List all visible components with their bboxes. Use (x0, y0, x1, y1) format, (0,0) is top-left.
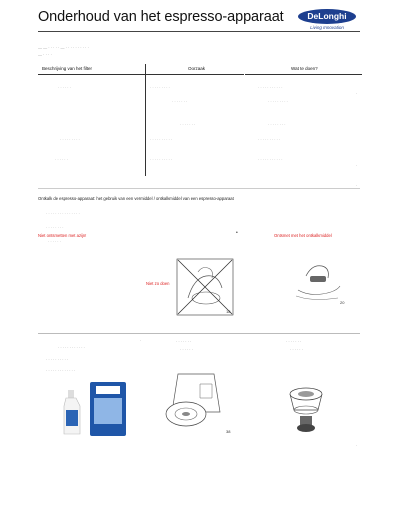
table-cell: · · · · · · · (180, 123, 196, 127)
section-title: Ontkalk de espresso-apparaat: het gebruik van een vermiddel / ontkalkmiddel van een espresso-apparaat (38, 196, 234, 201)
logo-slogan: Living Innovation (310, 25, 344, 30)
bottom-divider (38, 333, 360, 334)
table-cell: · · · · · · · · · · · (258, 86, 283, 90)
margin-mark: · (140, 339, 142, 343)
table-cell: · · · · · · (55, 158, 68, 162)
machine-cleaning-illustration (160, 368, 232, 434)
margin-mark: · (356, 184, 358, 188)
margin-mark: · (356, 444, 358, 448)
margin-mark: · (356, 92, 358, 96)
bottom-text: · · · · · · (180, 348, 193, 352)
table-cell: · · · · · · · (172, 100, 188, 104)
header-divider (38, 31, 360, 32)
bullet-dot: • (236, 230, 238, 236)
table-cell: · · · · · · · · · (268, 100, 288, 104)
vinegar-illustration (176, 258, 234, 316)
intro-text (38, 44, 288, 58)
cross-label: Niet zo doen (146, 281, 170, 286)
bottom-text: · · · · · · · (286, 340, 302, 344)
table-header-description: Beschrijving van het filter (42, 66, 93, 71)
table-cell: · · · · · · (58, 86, 71, 90)
descaler-product-image (62, 376, 132, 438)
margin-mark: · (356, 164, 358, 168)
logo-wordmark: DeLonghi (298, 9, 356, 24)
table-divider (244, 64, 245, 176)
bottom-text: · · · · · · · · · · (46, 358, 69, 362)
section-divider (38, 188, 360, 189)
table-cell: · · · · · · · · · (60, 138, 80, 142)
table-cell: · · · · · · · · · · (258, 138, 281, 142)
descaler-illustration (292, 256, 344, 304)
figure-number: 38 (226, 429, 231, 434)
table-header-row (38, 64, 362, 75)
table-header-action: Wat te doen? (291, 66, 318, 71)
delonghi-logo (298, 9, 356, 33)
table-cell: · · · · · · · · (268, 123, 286, 127)
intro-line: — — · · · · · — · · · · · · · · · · (38, 45, 89, 50)
section-text: · · · · · · (48, 240, 61, 244)
table-cell: · · · · · · · · · (150, 86, 170, 90)
table-cell: · · · · · · · · · · (150, 138, 173, 142)
figure-number: 20 (340, 300, 345, 305)
warning-use-descaler: Ontsmet met het ontkalkmiddel (274, 233, 332, 238)
table-divider (145, 64, 146, 176)
bottom-text: · · · · · · · · · · · · (58, 346, 85, 350)
bottom-text: · · · · · · (290, 348, 303, 352)
table-cell: · · · · · · · · · · · (258, 158, 283, 162)
intro-line: — · · · · (38, 52, 52, 57)
table-cell: · · · · · · · · · · (150, 158, 173, 162)
section-text: · · · · · · · · (46, 226, 64, 230)
section-text: · · · · · · · · · · · · · · · (46, 212, 80, 216)
bottom-text: · · · · · · · · · · · · · (46, 369, 76, 373)
page-title: Onderhoud van het espresso-apparaat (38, 9, 284, 25)
warning-no-vinegar: Niet ontsmetten met azijn! (38, 233, 87, 238)
filter-holder-illustration (284, 380, 328, 440)
figure-number: 18 (226, 309, 231, 314)
bottom-text: · · · · · · · (176, 340, 192, 344)
table-header-cause: Oorzaak (188, 66, 206, 71)
troubleshooting-table (38, 64, 362, 75)
